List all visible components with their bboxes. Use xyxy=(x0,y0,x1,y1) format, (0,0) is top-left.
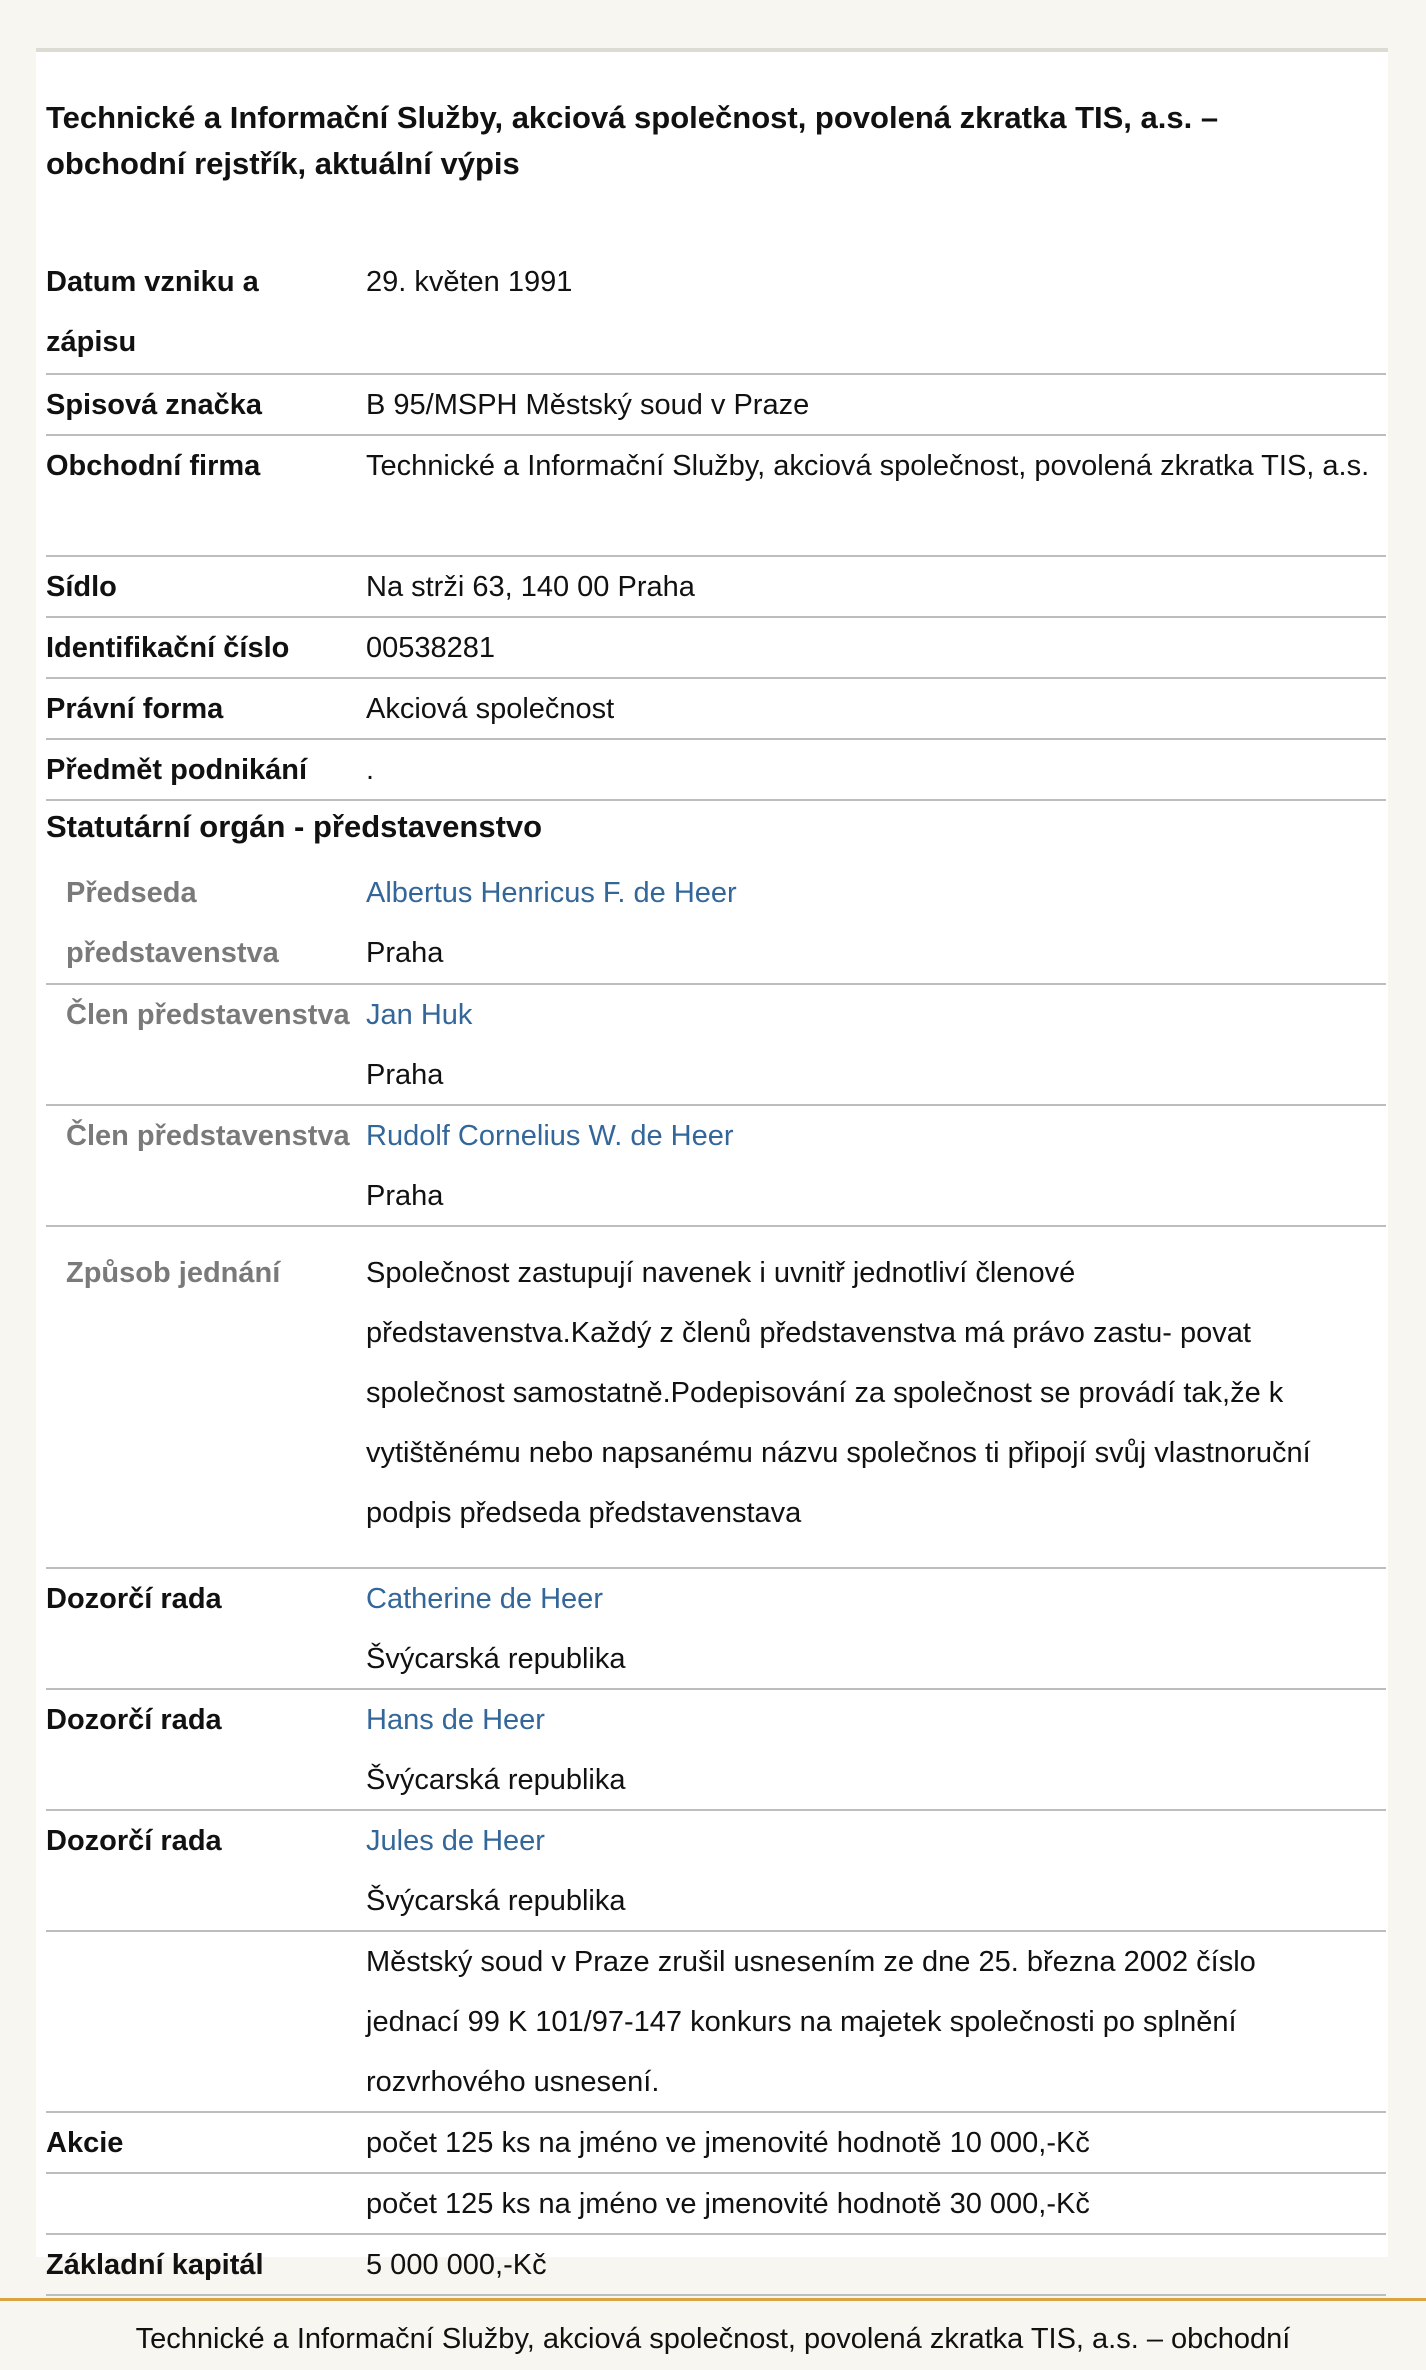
label-text: Datum vzniku a zápisu xyxy=(46,266,259,358)
conduct-label: Způsob jednání xyxy=(66,1257,281,1289)
supervisory-value xyxy=(366,1690,1386,1810)
row-obchodni-firma xyxy=(46,436,1386,557)
member-name-link[interactable]: Rudolf Cornelius W. de Heer xyxy=(366,1120,734,1152)
row-supervisory-member xyxy=(46,1811,1386,1932)
page-footer xyxy=(0,2298,1426,2370)
conduct-line: podpis předseda představenstava xyxy=(366,1497,802,1529)
supervisory-label: Dozorčí rada xyxy=(46,1704,222,1736)
supervisory-name-link[interactable]: Hans de Heer xyxy=(366,1704,545,1736)
capital-label: Základní kapitál xyxy=(46,2249,264,2281)
supervisory-country: Švýcarská republika xyxy=(366,1764,626,1796)
row-board-member xyxy=(46,985,1386,1106)
row-supervisory-member xyxy=(46,1690,1386,1811)
capital-value: 5 000 000,-Kč xyxy=(366,2249,547,2281)
row-supervisory-member xyxy=(46,1569,1386,1690)
member-name-link[interactable]: Jan Huk xyxy=(366,999,473,1031)
field-label: Sídlo xyxy=(46,571,117,603)
field-label: Spisová značka xyxy=(46,389,262,421)
member-role: Člen představenstva xyxy=(66,999,350,1031)
supervisory-name-link[interactable]: Catherine de Heer xyxy=(366,1583,603,1615)
section-heading-statutory: Statutární orgán - představenstvo xyxy=(46,809,543,844)
conduct-line: představenstva.Každý z členů představenstva má právo zastu- povat xyxy=(366,1317,1251,1349)
member-role: Předseda představenstva xyxy=(66,877,279,969)
member-role: Člen představenstva xyxy=(66,1120,350,1152)
row-board-member xyxy=(46,863,1386,985)
row-conduct xyxy=(46,1227,1386,1569)
field-value: . xyxy=(366,754,375,786)
conduct-line: vytištěnému nebo napsanému názvu společnos ti připojí svůj vlastnoruční xyxy=(366,1437,1311,1469)
note-line: jednací 99 K 101/97-147 konkurs na majetek společnosti po splnění xyxy=(366,2006,1237,2038)
member-value xyxy=(366,863,1386,983)
row-sidlo xyxy=(46,557,1386,618)
supervisory-value xyxy=(366,1811,1386,1931)
note-text xyxy=(366,1932,1386,2112)
page-title: Technické a Informační Služby, akciová společnost, povolená zkratka TIS, a.s. – obchodní rejstřík, aktuální výpis xyxy=(46,100,1219,181)
supervisory-label: Dozorčí rada xyxy=(46,1825,222,1857)
row-shares xyxy=(46,2174,1386,2235)
conduct-line: Společnost zastupují navenek i uvnitř jednotliví členové xyxy=(366,1257,1076,1289)
shares-label: Akcie xyxy=(46,2127,124,2159)
field-value: Na strži 63, 140 00 Praha xyxy=(366,571,695,603)
member-value xyxy=(366,985,1386,1105)
field-value: Technické a Informační Služby, akciová společnost, povolená zkratka TIS, a.s. xyxy=(366,450,1370,482)
row-spisova-znacka xyxy=(46,375,1386,436)
member-name-link[interactable]: Albertus Henricus F. de Heer xyxy=(366,877,737,909)
supervisory-name-link[interactable]: Jules de Heer xyxy=(366,1825,545,1857)
field-label: Identifikační číslo xyxy=(46,632,290,664)
supervisory-value xyxy=(366,1569,1386,1689)
field-label xyxy=(46,252,326,372)
field-label: Obchodní firma xyxy=(46,450,261,482)
member-city: Praha xyxy=(366,937,444,969)
row-ico xyxy=(46,618,1386,679)
member-value xyxy=(366,1106,1386,1226)
conduct-text xyxy=(366,1243,1386,1543)
member-city: Praha xyxy=(366,1059,444,1091)
row-predmet-podnikani xyxy=(46,740,1386,801)
register-card xyxy=(36,48,1388,2281)
shares-item: počet 125 ks na jméno ve jmenovité hodnotě 30 000,-Kč xyxy=(366,2188,1090,2220)
note-line: rozvrhového usnesení. xyxy=(366,2066,660,2098)
field-value: 00538281 xyxy=(366,632,496,664)
field-value: B 95/MSPH Městský soud v Praze xyxy=(366,389,810,421)
row-board-member xyxy=(46,1106,1386,1227)
note-line: Městský soud v Praze zrušil usnesením ze dne 25. března 2002 číslo xyxy=(366,1946,1256,1978)
row-datum-vzniku xyxy=(46,252,1386,375)
field-value: 29. květen 1991 xyxy=(366,266,573,298)
row-capital xyxy=(46,2235,1386,2296)
field-label: Právní forma xyxy=(46,693,224,725)
row-shares xyxy=(46,2113,1386,2174)
supervisory-label: Dozorčí rada xyxy=(46,1583,222,1615)
footer-text: Technické a Informační Služby, akciová společnost, povolená zkratka TIS, a.s. – obchodní xyxy=(135,2323,1291,2355)
conduct-line: společnost samostatně.Podepisování za společnost se provádí tak,že k xyxy=(366,1377,1284,1409)
supervisory-country: Švýcarská republika xyxy=(366,1643,626,1675)
field-label: Předmět podnikání xyxy=(46,754,308,786)
member-city: Praha xyxy=(366,1180,444,1212)
row-pravni-forma xyxy=(46,679,1386,740)
field-value: Akciová společnost xyxy=(366,693,615,725)
row-note xyxy=(46,1932,1386,2113)
shares-item: počet 125 ks na jméno ve jmenovité hodnotě 10 000,-Kč xyxy=(366,2127,1090,2159)
supervisory-country: Švýcarská republika xyxy=(366,1885,626,1917)
